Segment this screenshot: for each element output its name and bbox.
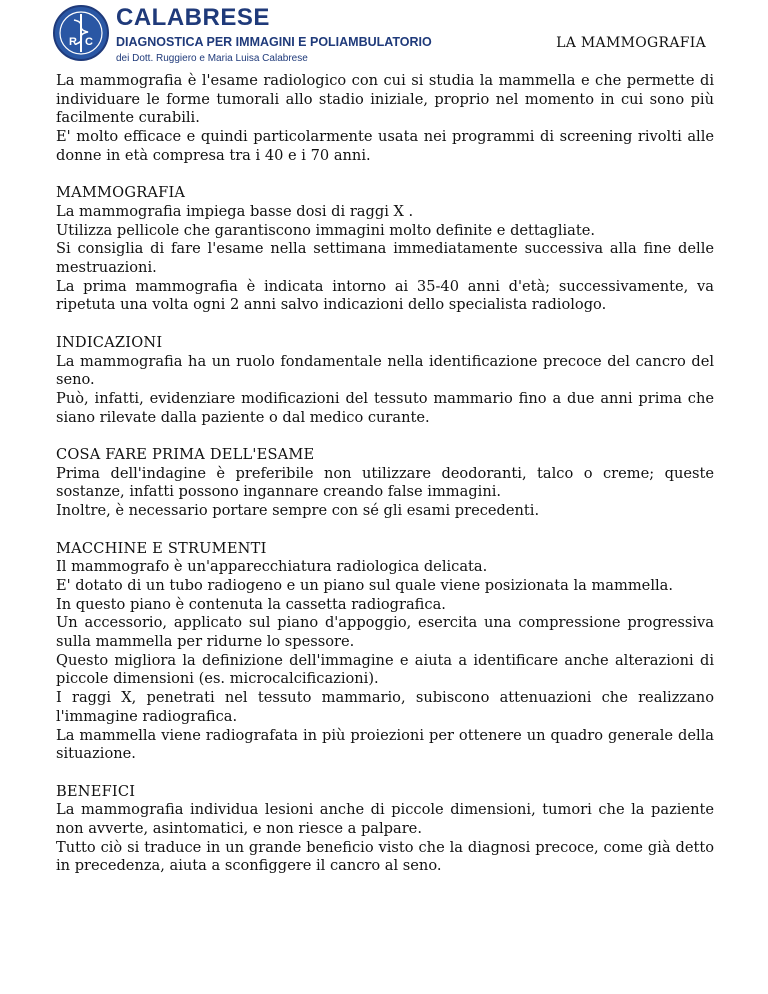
section-paragraph: Il mammografo è un'apparecchiatura radiologica delicata. (56, 558, 488, 576)
section-paragraph: Può, infatti, evidenziare modificazioni del tessuto mammario fino a due anni prima che siano rilevate dalla paziente o dal medico curante. (56, 389, 714, 426)
section-heading: COSA FARE PRIMA DELL'ESAME (56, 446, 315, 464)
section-paragraph: Utilizza pellicole che garantiscono immagini molto definite e dettagliate. (56, 221, 595, 239)
section-paragraph: La prima mammografia è indicata intorno ai 35-40 anni d'età; successivamente, va ripetuta una volta ogni 2 anni salvo indicazioni dello specialista radiologo. (56, 277, 714, 314)
document-title: LA MAMMOGRAFIA (556, 35, 706, 51)
section-paragraph: Tutto ciò si traduce in un grande beneficio visto che la diagnosi precoce, come già detto in precedenza, aiuta a sconfiggere il cancro al seno. (56, 838, 714, 875)
section-paragraph: La mammografia impiega basse dosi di raggi X . (56, 202, 414, 220)
section-paragraph: Si consiglia di fare l'esame nella settimana immediatamente successiva alla fine delle mestruazioni. (56, 240, 714, 277)
intro-paragraph: E' molto efficace e quindi particolarmente usata nei programmi di screening rivolti alle donne in età compresa tra i 40 e i 70 anni. (56, 128, 714, 164)
section-macchine-e-strumenti (56, 540, 714, 764)
logo-letter-r: R (69, 36, 77, 48)
section-paragraph: Un accessorio, applicato sul piano d'appoggio, esercita una compressione progressiva sulla mammella per ridurne lo spessore. (56, 614, 714, 651)
section-cosa-fare-prima-dell-esame (56, 446, 714, 521)
section-mammografia (56, 184, 714, 315)
section-paragraph: La mammella viene radiografata in più proiezioni per ottenere un quadro generale della situazione. (56, 726, 714, 763)
section-paragraph: La mammografia individua lesioni anche di piccole dimensioni, tumori che la paziente non avverte, asintomatici, e non riesce a palpare. (56, 801, 714, 838)
brand-doctors: dei Dott. Ruggiero e Maria Luisa Calabrese (116, 53, 308, 64)
section-indicazioni (56, 334, 714, 428)
document-body (56, 72, 714, 895)
section-paragraph: La mammografia ha un ruolo fondamentale nella identificazione precoce del cancro del seno. (56, 352, 714, 389)
brand-block (116, 4, 432, 66)
intro-paragraph: La mammografia è l'esame radiologico con cui si studia la mammella e che permette di individuare le forme tumorali allo stadio iniziale, proprio nel momento in cui sono più facilmente curabili. (56, 72, 714, 127)
section-heading: BENEFICI (56, 782, 136, 800)
letterhead (52, 4, 732, 68)
clinic-logo (52, 4, 110, 62)
section-paragraph: In questo piano è contenuta la cassetta radiografica. (56, 595, 446, 613)
section-benefici (56, 783, 714, 877)
section-heading: INDICAZIONI (56, 333, 163, 351)
section-paragraph: E' dotato di un tubo radiogeno e un piano sul quale viene posizionata la mammella. (56, 576, 673, 594)
section-heading: MAMMOGRAFIA (56, 184, 186, 202)
brand-subtitle: DIAGNOSTICA PER IMMAGINI E POLIAMBULATORIO (116, 35, 432, 49)
section-paragraph: I raggi X, penetrati nel tessuto mammario, subiscono attenuazioni che realizzano l'immagine radiografica. (56, 689, 714, 725)
section-paragraph: Prima dell'indagine è preferibile non utilizzare deodoranti, talco o creme; queste sostanze, infatti possono ingannare creando false immagini. (56, 464, 714, 501)
brand-name: CALABRESE (116, 4, 270, 31)
section-paragraph: Questo migliora la definizione dell'immagine e aiuta a identificare anche alterazioni di piccole dimensioni (es. microcalcificazioni). (56, 651, 714, 688)
section-heading: MACCHINE E STRUMENTI (56, 539, 267, 557)
intro-section (56, 72, 714, 166)
logo-letter-c: C (85, 36, 93, 48)
section-paragraph: Inoltre, è necessario portare sempre con sé gli esami precedenti. (56, 502, 540, 520)
